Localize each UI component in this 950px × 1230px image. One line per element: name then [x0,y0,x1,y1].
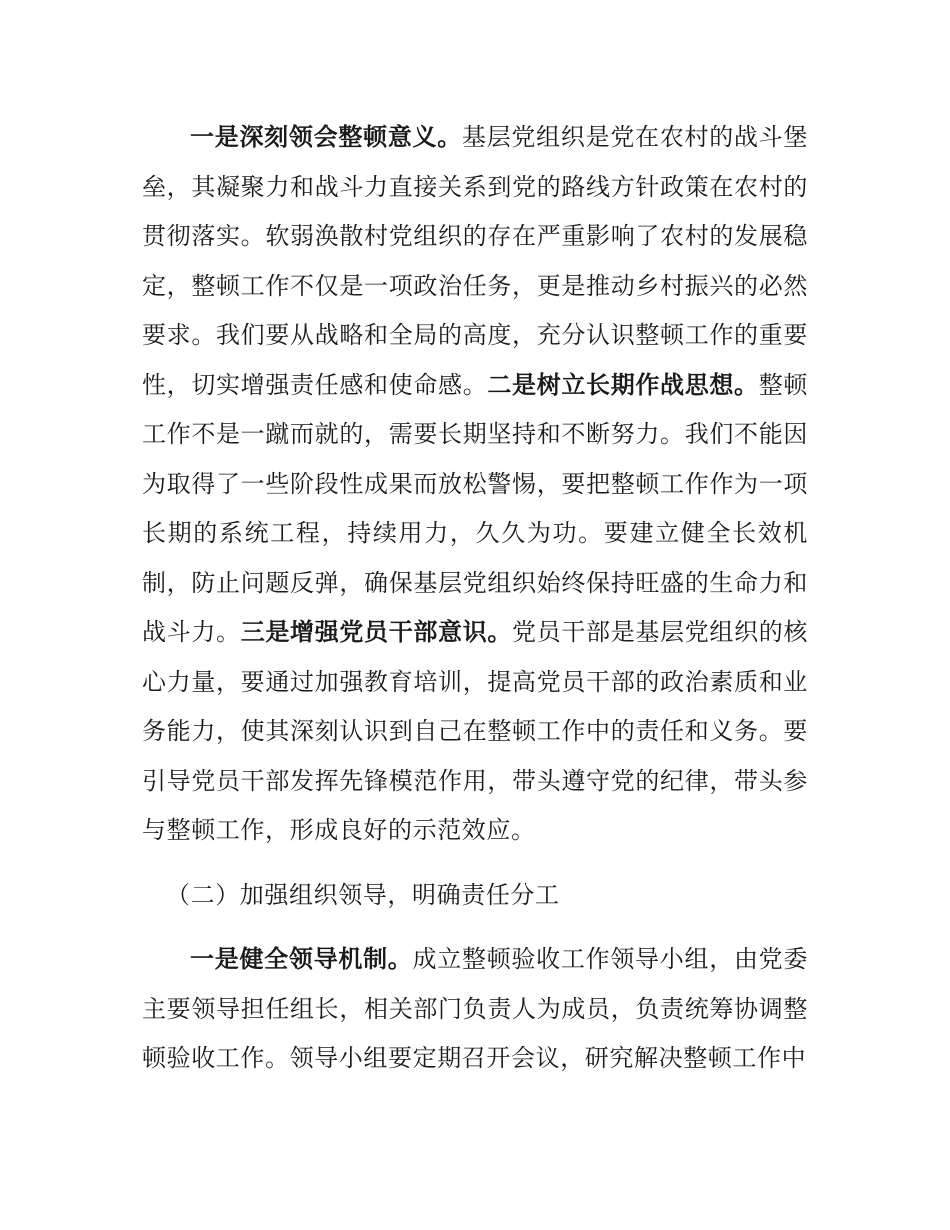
paragraph-text: 成立整顿验收工作领导小组，由党委主要领导担任组长，相关部门负责人为成员，负责统筹协调整顿验收工作。领导小组要定期召开会议，研究解决整顿工作中 [142,945,808,1072]
paragraph-text: 整顿工作不是一蹴而就的，需要长期坚持和不断努力。我们不能因为取得了一些阶段性成果而放松警惕，要把整顿工作作为一项长期的系统工程，持续用力，久久为功。要建立健全长效机制，防止问题反弹，确保基层党组织始终保持旺盛的生命力和战斗力。 [142,370,808,646]
lead-phrase-3: 三是增强党员干部意识。 [240,618,513,646]
lead-phrase-4: 一是健全领导机制。 [190,945,413,973]
lead-phrase-1: 一是深刻领会整顿意义。 [190,123,462,151]
document-body [142,113,808,1084]
paragraph-leadership [142,935,808,1084]
paragraph-importance [142,113,808,856]
section-heading: （二）加强组织领导，明确责任分工 [166,880,560,909]
paragraph-text: 基层党组织是党在农村的战斗堡垒，其凝聚力和战斗力直接关系到党的路线方针政策在农村的贯彻落实。软弱涣散村党组织的存在严重影响了农村的发展稳定，整顿工作不仅是一项政治任务，更是推动乡村振兴的必然要求。我们要从战略和全局的高度，充分认识整顿工作的重要性，切实增强责任感和使命感。 [142,123,808,399]
lead-phrase-2: 二是树立长期作战思想。 [487,370,759,399]
paragraph-text: 党员干部是基层党组织的核心力量，要通过加强教育培训，提高党员干部的政治素质和业务能力，使其深刻认识到自己在整顿工作中的责任和义务。要引导党员干部发挥先锋模范作用，带头遵守党的纪律，带头参与整顿工作，形成良好的示范效应。 [142,618,808,844]
